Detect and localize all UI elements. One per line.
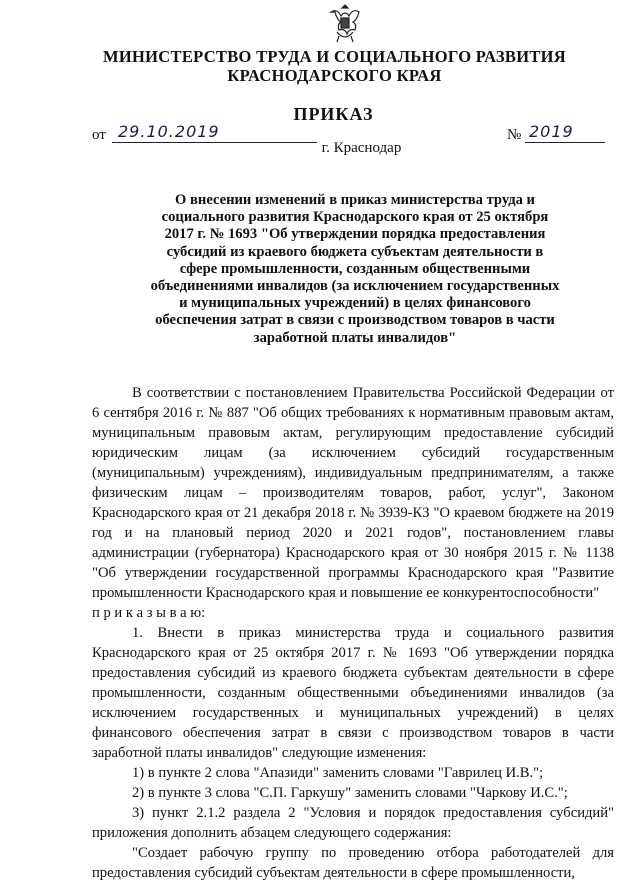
ministry-name-line2: КРАСНОДАРСКОГО КРАЯ <box>227 66 442 85</box>
ministry-name-line1: МИНИСТЕРСТВО ТРУДА И СОЦИАЛЬНОГО РАЗВИТИЯ <box>103 47 566 66</box>
list-item-2: 2) в пункте 3 слова "С.П. Гаркушу" заменить словами "Чаркову И.С."; <box>132 785 568 801</box>
coat-of-arms-emblem <box>327 2 363 44</box>
prikazyvayu-text: п р и к а з ы в а ю: <box>92 605 206 621</box>
quoted-text: "Создает рабочую группу по проведению отбора работодателей для предоставления субсидий субъектам деятельности в сфере промышленности, <box>92 845 614 881</box>
body-paragraph-preamble: В соответствии с постановлением Правительства Российской Федерации от 6 сентября 2016 г. № 887 "Об общих требованиях к нормативным правовым актам, муниципальным правовым актам, регулирующим предоставление субсидий юридическим лицам (за исключением субсидий государственным (муниципальным) учреждениям), индивидуальным предпринимателям, а также физическим лицам – производителям товаров, работ, услуг", Законом Краснодарского края от 21 декабря 2018 г. № 3939-КЗ "О краевом бюджете на 2019 год и на плановый период 2020 и 2021 годов", постановлением главы администрации (губернатора) Краснодарского края от 30 ноября 2015 г. № 1138 "Об утверждении государственной программы Краснодарского края "Развитие промышленности Краснодарского края и повышение ее конкурентоспособности" <box>92 385 614 601</box>
date-label: от <box>92 127 106 143</box>
number-label: № <box>507 127 522 143</box>
number-value: 2019 <box>529 122 574 141</box>
body-paragraph-item-1: 1. Внести в приказ министерства труда и социального развития Краснодарского края от 25 октября 2017 г. № 1693 "Об утверждении порядка предоставления субсидий из краевого бюджета субъектам деятельности в сфере промышленности, созданным общественными объединениями инвалидов (за исключением государственных и муниципальных учреждений) в целях финансового обеспечения затрат в связи с производством товаров в части заработной платы инвалидов" следующие изменения: <box>92 625 614 761</box>
date-value: 29.10.2019 <box>118 122 220 141</box>
list-item-3: 3) пункт 2.1.2 раздела 2 "Условия и порядок предоставления субсидий" приложения дополнить абзацем следующего содержания: <box>92 805 614 841</box>
list-item-1: 1) в пункте 2 слова "Апазиди" заменить словами "Гаврилец И.В."; <box>132 765 544 781</box>
order-body <box>92 383 614 883</box>
order-subject: О внесении изменений в приказ министерства труда и социального развития Краснодарского края от 25 октября 2017 г. № 1693 "Об утверждении порядка предоставления субсидий из краевого бюджета субъектам деятельности в сфере промышленности, созданным общественными объединениями инвалидов (за исключением государственных и муниципальных учреждений) в целях финансового обеспечения затрат в связи с производством товаров в части заработной платы инвалидов" <box>150 192 560 346</box>
city: г. Краснодар <box>321 140 402 156</box>
order-title: ПРИКАЗ <box>293 104 374 124</box>
